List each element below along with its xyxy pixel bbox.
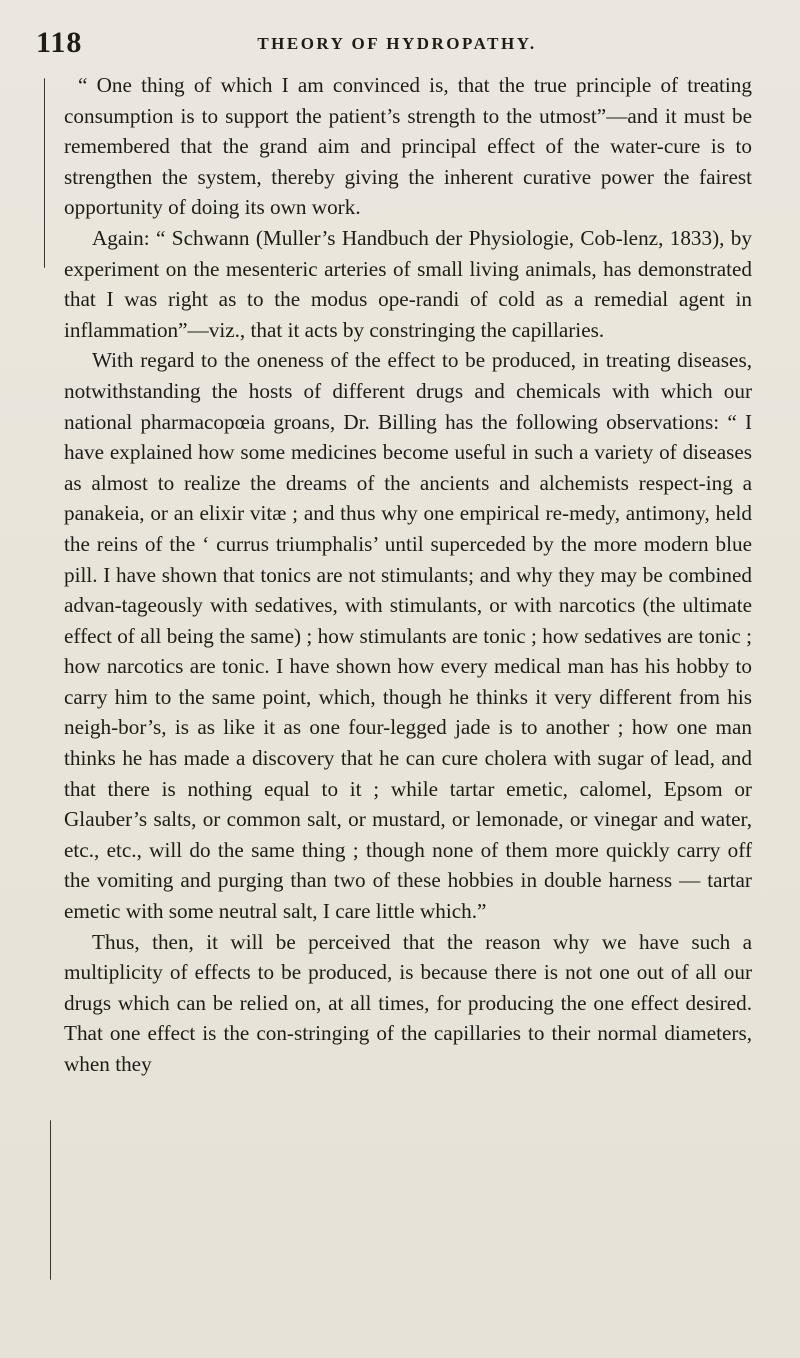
- body-text: [64, 70, 752, 1080]
- page-header: [36, 26, 758, 60]
- margin-bracket-top: [44, 78, 45, 268]
- margin-bracket-bottom: [50, 1120, 51, 1280]
- paragraph-3: With regard to the oneness of the effect to be produced, in treating diseases, notwithstanding the hosts of different drugs and chemicals with which our national pharmacopœia groans, Dr. Billing has the following observations: “ I have explained how some medicines become useful in such a variety of diseases as almost to realize the dreams of the ancients and alchemists respect-ing a panakeia, or an elixir vitæ ; and thus why one empirical re-medy, antimony, held the reins of the ‘ currus triumphalis’ until superceded by the more modern blue pill. I have shown that tonics are not stimulants; and why they may be combined advan-tageously with sedatives, with stimulants, or with narcotics (the ultimate effect of all being the same) ; how stimulants are tonic ; how sedatives are tonic ; how narcotics are tonic. I have shown how every medical man has his hobby to carry him to the same point, which, though he thinks it very different from his neigh-bor’s, is as like it as one four-legged jade is to another ; how one man thinks he has made a discovery that he can cure cholera with sugar of lead, and that there is nothing equal to it ; while tartar emetic, calomel, Epsom or Glauber’s salts, or common salt, or mustard, or lemonade, or vinegar and water, etc., etc., will do the same thing ; though none of them more quickly carry off the vomiting and purging than two of these hobbies in double harness — tartar emetic with some neutral salt, I care little which.”: [64, 348, 752, 924]
- paragraph-2: Again: “ Schwann (Muller’s Handbuch der Physiologie, Cob-lenz, 1833), by experiment on the mesenteric arteries of small living animals, has demonstrated that I was right as to the modus ope-randi of cold as a remedial agent in inflammation”—viz., that it acts by constringing the capillaries.: [64, 225, 752, 342]
- running-head: THEORY OF HYDROPATHY.: [257, 34, 537, 53]
- paragraph-4: Thus, then, it will be perceived that the reason why we have such a multiplicity of effects to be produced, is because there is not one out of all our drugs which can be relied on, at all times, for producing the one effect desired. That one effect is the con-stringing of the capillaries to their normal diameters, when they: [64, 929, 752, 1076]
- paragraph-1: “ One thing of which I am convinced is, that the true principle of treating consumption is to support the patient’s strength to the utmost”—and it must be remembered that the grand aim and principal effect of the water-cure is to strengthen the system, thereby giving the inherent curative power the fairest opportunity of doing its own work.: [64, 73, 752, 220]
- page-number: 118: [36, 26, 83, 59]
